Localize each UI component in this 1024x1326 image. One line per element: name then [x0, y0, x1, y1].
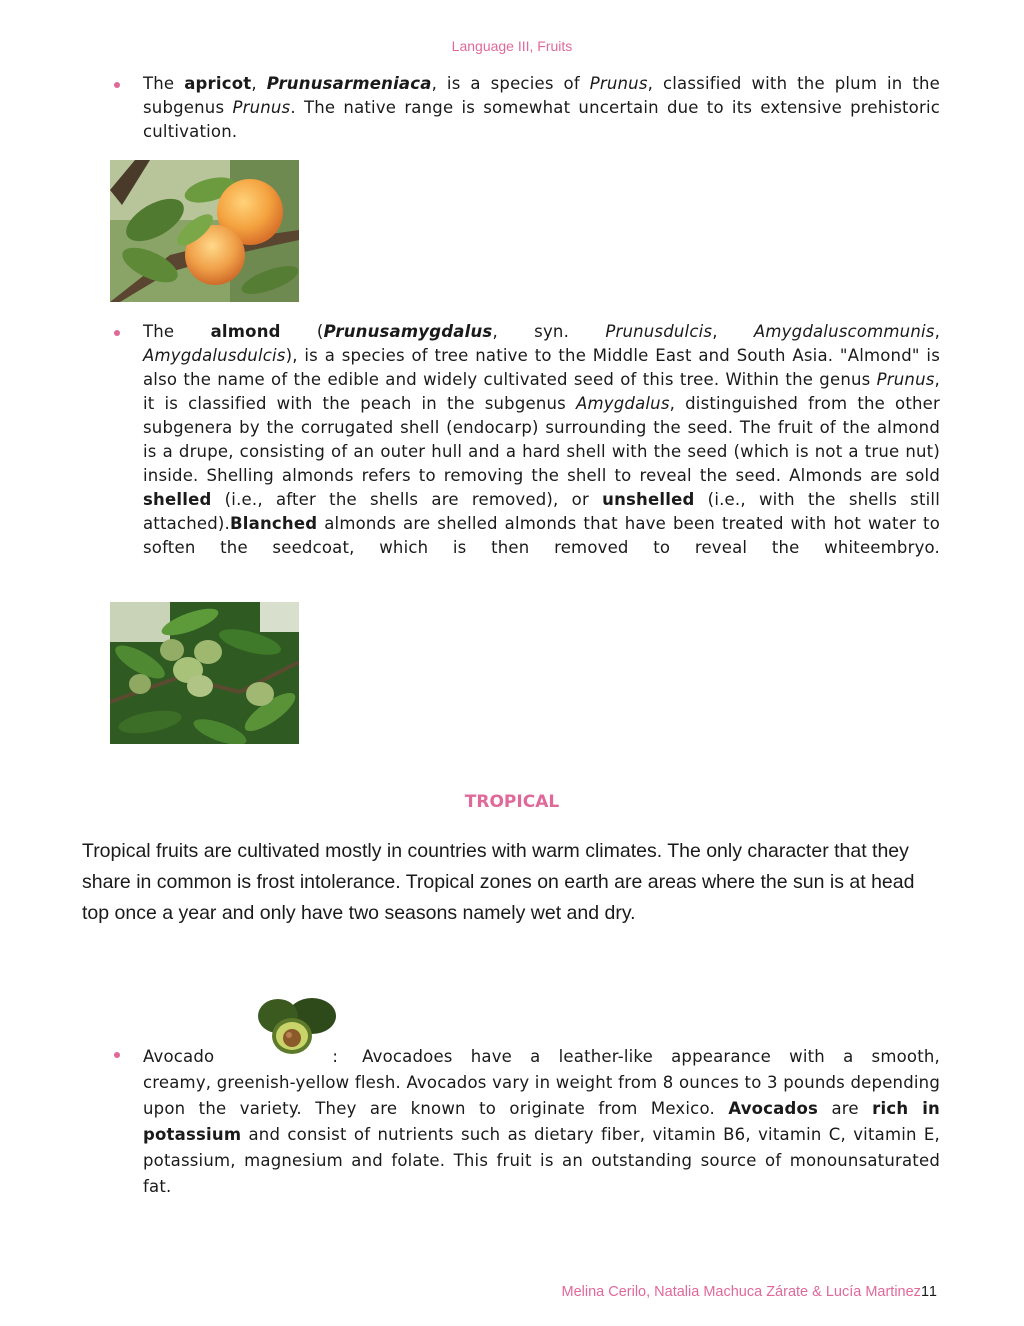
almond-photo [110, 602, 299, 744]
tropical-paragraph: Tropical fruits are cultivated mostly in countries with warm climates. The only character that they share in common is frost intolerance. Tropical zones on earth are areas where the sun is at head top once a year and only have two seasons namely wet and dry. [82, 840, 915, 924]
apricot-text: The apricot, Prunusarmeniaca, is a species of Prunus, classified with the plum in the subgenus Prunus. The native range is somewhat uncertain due to its extensive prehistoric cultivation. [143, 74, 941, 141]
apricot-bullet [110, 72, 940, 144]
page-footer [562, 1284, 939, 1300]
bullet-icon [114, 82, 120, 88]
avocado-label: Avocado [143, 1047, 215, 1066]
almond-bullet [110, 320, 940, 560]
almond-text: The almond (Prunusamygdalus, syn. Prunusdulcis, Amygdaluscommunis, Amygdalusdulcis), is a species of tree native to the Middle East and South Asia. "Almond" is also the name of the edible and widely cultivated seed of this tree. Within the genus Prunus, it is classified with the peach in the subgenus Amygdalus, distinguished from the other subgenera by the corrugated shell (endocarp) surrounding the seed. The fruit of the almond is a drupe, consisting of an outer hull and a hard shell with the seed (which is not a true nut) inside. Shelling almonds refers to removing the shell to reveal the seed. Almonds are sold shelled (i.e., after the shells are removed), or unshelled (i.e., with the shells still attached).Blanched almonds are shelled almonds that have been treated with hot water to soften the seedcoat, which is then removed to reveal the whiteembryo. [143, 322, 941, 557]
avocado-text: Avocado : Avocadoes have a leather-like appearance with a smooth, creamy, greenish-yellow flesh. Avocados vary in weight from 8 ounces to 3 pounds depending upon the variety. They are known to originate from Mexico. Avocados are rich in potassium and consist of nutrients such as dietary fiber, vitamin B6, vitamin C, vitamin E, potassium, magnesium and folate. This fruit is an outstanding source of monounsaturated fat. [143, 1044, 940, 1200]
apricot-latin: Prunusarmeniaca [266, 74, 432, 93]
bullet-icon [114, 330, 120, 336]
bullet-icon [114, 1052, 120, 1058]
almond-latin: Prunusamygdalus [323, 322, 493, 341]
footer-authors: Melina Cerilo, Natalia Machuca Zárate & Lucía Martinez [561, 1284, 921, 1300]
avocado-desc-start: Avocadoes have a leather-like appearance with a smooth, [362, 1047, 940, 1066]
section-title: TROPICAL [464, 792, 560, 812]
apricot-photo [110, 160, 299, 302]
almond-name: almond [210, 322, 281, 341]
apricot-name: apricot [184, 74, 252, 93]
avocado-bullet [110, 1044, 940, 1200]
page-header: Language III, Fruits [451, 38, 573, 54]
page-number: 11 [920, 1284, 938, 1300]
